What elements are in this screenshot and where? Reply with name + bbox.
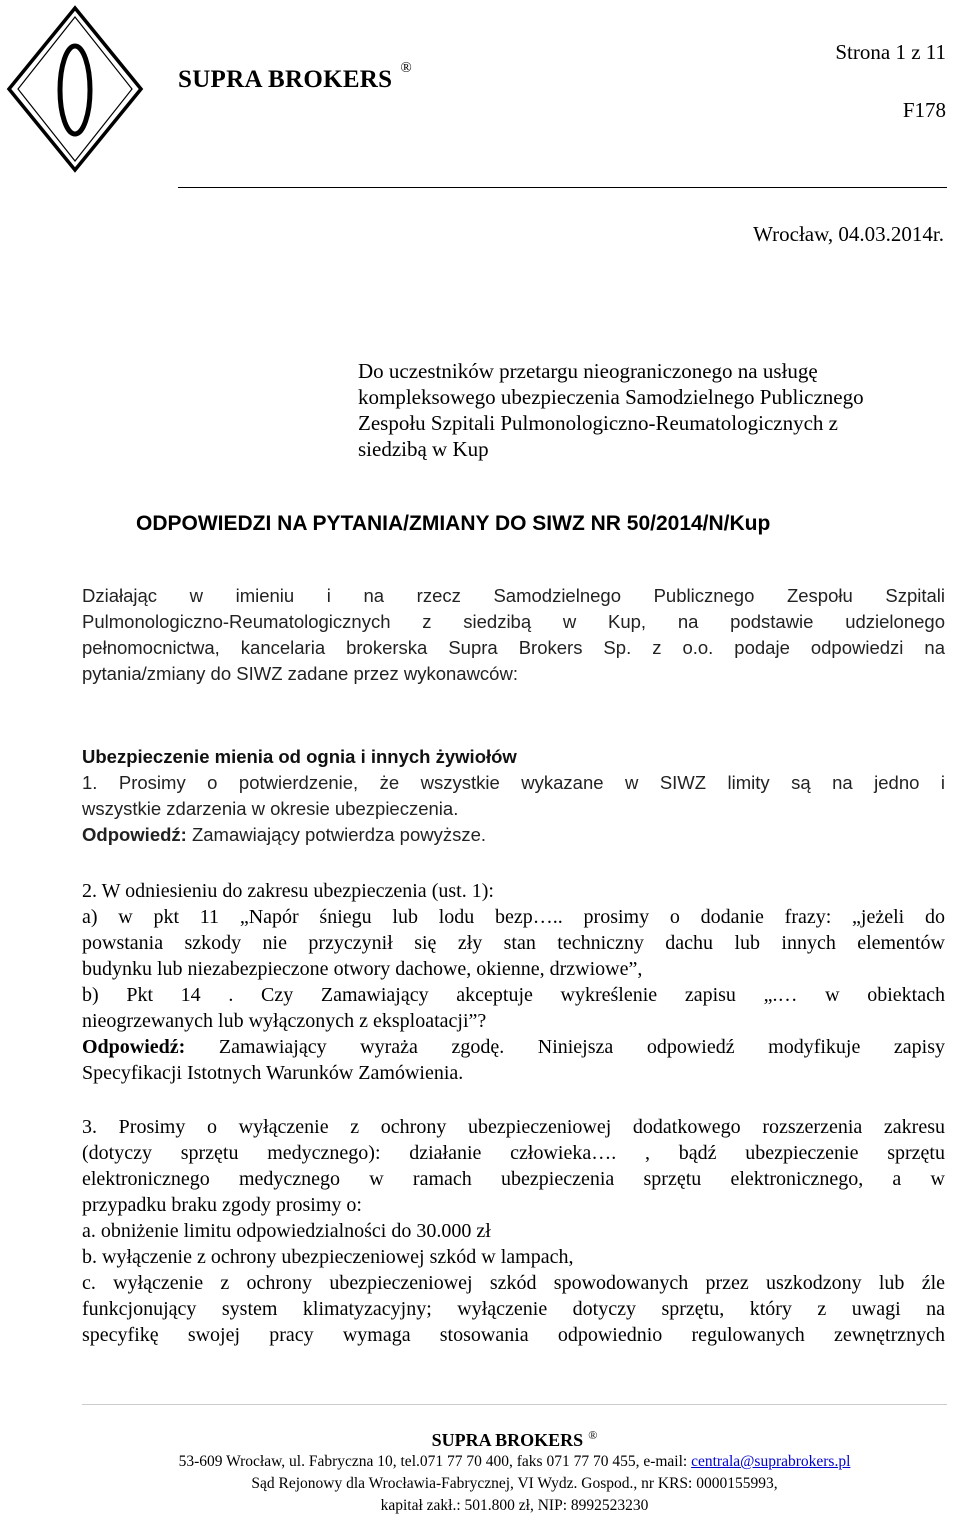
intro-line: pytania/zmiany do SIWZ zadane przez wykonawców: bbox=[82, 663, 518, 684]
question-line: b) Pkt 14 . Czy Zamawiający akceptuje wykreślenie zapisu „.… w obiektach bbox=[82, 984, 945, 1006]
answer-label: Odpowiedź: bbox=[82, 824, 187, 845]
addressee-line: kompleksowego ubezpieczenia Samodzielnego Publicznego bbox=[358, 385, 864, 409]
registered-mark: ® bbox=[400, 60, 413, 76]
document-title: ODPOWIEDZI NA PYTANIA/ZMIANY DO SIWZ NR 50/2014/N/Kup bbox=[136, 512, 771, 535]
question-line: a. obniżenie limitu odpowiedzialności do 30.000 zł bbox=[82, 1220, 491, 1242]
document-date: Wrocław, 04.03.2014r. bbox=[753, 222, 944, 246]
question-line: 1. Prosimy o potwierdzenie, że wszystkie wykazane w SIWZ limity są na jedno i bbox=[82, 772, 945, 793]
intro-line: Pulmonologiczno-Reumatologicznych z siedzibą w Kup, na podstawie udzielonego bbox=[82, 611, 945, 632]
supra-brokers-logo bbox=[5, 4, 145, 174]
question-1 bbox=[82, 770, 945, 848]
footer-divider bbox=[82, 1404, 947, 1405]
question-line: b. wyłączenie z ochrony ubezpieczeniowej szkód w lampach, bbox=[82, 1246, 574, 1268]
question-2 bbox=[82, 878, 945, 1086]
section-heading: Ubezpieczenie mienia od ognia i innych żywiołów bbox=[82, 746, 517, 767]
question-line: a) w pkt 11 „Napór śniegu lub lodu bezp….. prosimy o dodanie frazy: „jeżeli do bbox=[82, 906, 945, 928]
question-line: 3. Prosimy o wyłączenie z ochrony ubezpieczeniowej dodatkowego rozszerzenia zakresu bbox=[82, 1116, 945, 1138]
question-line: c. wyłączenie z ochrony ubezpieczeniowej szkód spowodowanych przez uszkodzony lub źle bbox=[82, 1272, 945, 1294]
intro-line: pełnomocnictwa, kancelaria brokerska Supra Brokers Sp. z o.o. podaje odpowiedzi na bbox=[82, 637, 945, 658]
question-line: budynku lub niezabezpieczone otwory dachowe, okienne, drzwiowe”, bbox=[82, 958, 643, 980]
page-number: Strona 1 z 11 bbox=[835, 40, 946, 64]
question-line: specyfikę swojej pracy wymaga stosowania odpowiednio regulowanych zewnętrznych bbox=[82, 1324, 945, 1346]
addressee-line: siedzibą w Kup bbox=[358, 437, 489, 461]
addressee-line: Do uczestników przetargu nieograniczonego na usługę bbox=[358, 359, 818, 383]
question-line: powstania szkody nie przyczynił się zły stan techniczny dachu lub innych elementów bbox=[82, 932, 945, 954]
header-divider bbox=[178, 187, 947, 188]
addressee-block bbox=[358, 358, 938, 462]
form-code: F178 bbox=[902, 98, 946, 122]
answer-label: Odpowiedź: bbox=[82, 1036, 186, 1058]
footer-brand: SUPRA BROKERS ® bbox=[431, 1428, 598, 1450]
answer-1: Odpowiedź: Zamawiający potwierdza powyższe. bbox=[82, 824, 487, 845]
registered-mark: ® bbox=[588, 1428, 598, 1442]
answer-2-continued: Specyfikacji Istotnych Warunków Zamówienia. bbox=[82, 1062, 464, 1084]
addressee-line: Zespołu Szpitali Pulmonologiczno-Reumatologicznych z bbox=[358, 411, 838, 435]
footer-address: 53-609 Wrocław, ul. Fabryczna 10, tel.071 77 70 400, faks 071 77 70 455, e-mail: centrala@suprabrokers.pl bbox=[178, 1453, 851, 1470]
question-line: wszystkie zdarzenia w okresie ubezpieczenia. bbox=[82, 798, 459, 819]
question-3 bbox=[82, 1114, 945, 1348]
question-line: funkcjonujący system klimatyzacyjny; wyłączenie dotyczy sprzętu, który z uwagi na bbox=[82, 1298, 945, 1320]
question-line: przypadku braku zgody prosimy o: bbox=[82, 1194, 362, 1216]
intro-paragraph bbox=[82, 583, 945, 687]
footer bbox=[82, 1424, 947, 1517]
question-line: 2. W odniesieniu do zakresu ubezpieczenia (ust. 1): bbox=[82, 880, 494, 902]
intro-line: Działając w imieniu i na rzecz Samodzielnego Publicznego Zespołu Szpitali bbox=[82, 585, 945, 606]
question-line: (dotyczy sprzętu medycznego): działanie człowieka…. , bądź ubezpieczenie sprzętu bbox=[82, 1142, 945, 1164]
question-line: elektronicznego medycznego w ramach ubezpieczenia sprzętu elektronicznego, a w bbox=[82, 1168, 945, 1190]
footer-capital: kapitał zakł.: 501.800 zł, NIP: 8992523230 bbox=[380, 1497, 649, 1514]
question-line: nieogrzewanych lub wyłączonych z eksploatacji”? bbox=[82, 1010, 487, 1032]
brand-name: SUPRA BROKERS ® bbox=[178, 60, 413, 93]
footer-court: Sąd Rejonowy dla Wrocławia-Fabrycznej, VI Wydz. Gospod., nr KRS: 0000155993, bbox=[251, 1475, 778, 1492]
answer-2: Odpowiedź: Zamawiający wyraża zgodę. Niniejsza odpowiedź modyfikuje zapisy bbox=[82, 1036, 945, 1058]
email-link[interactable]: centrala@suprabrokers.pl bbox=[691, 1453, 851, 1470]
